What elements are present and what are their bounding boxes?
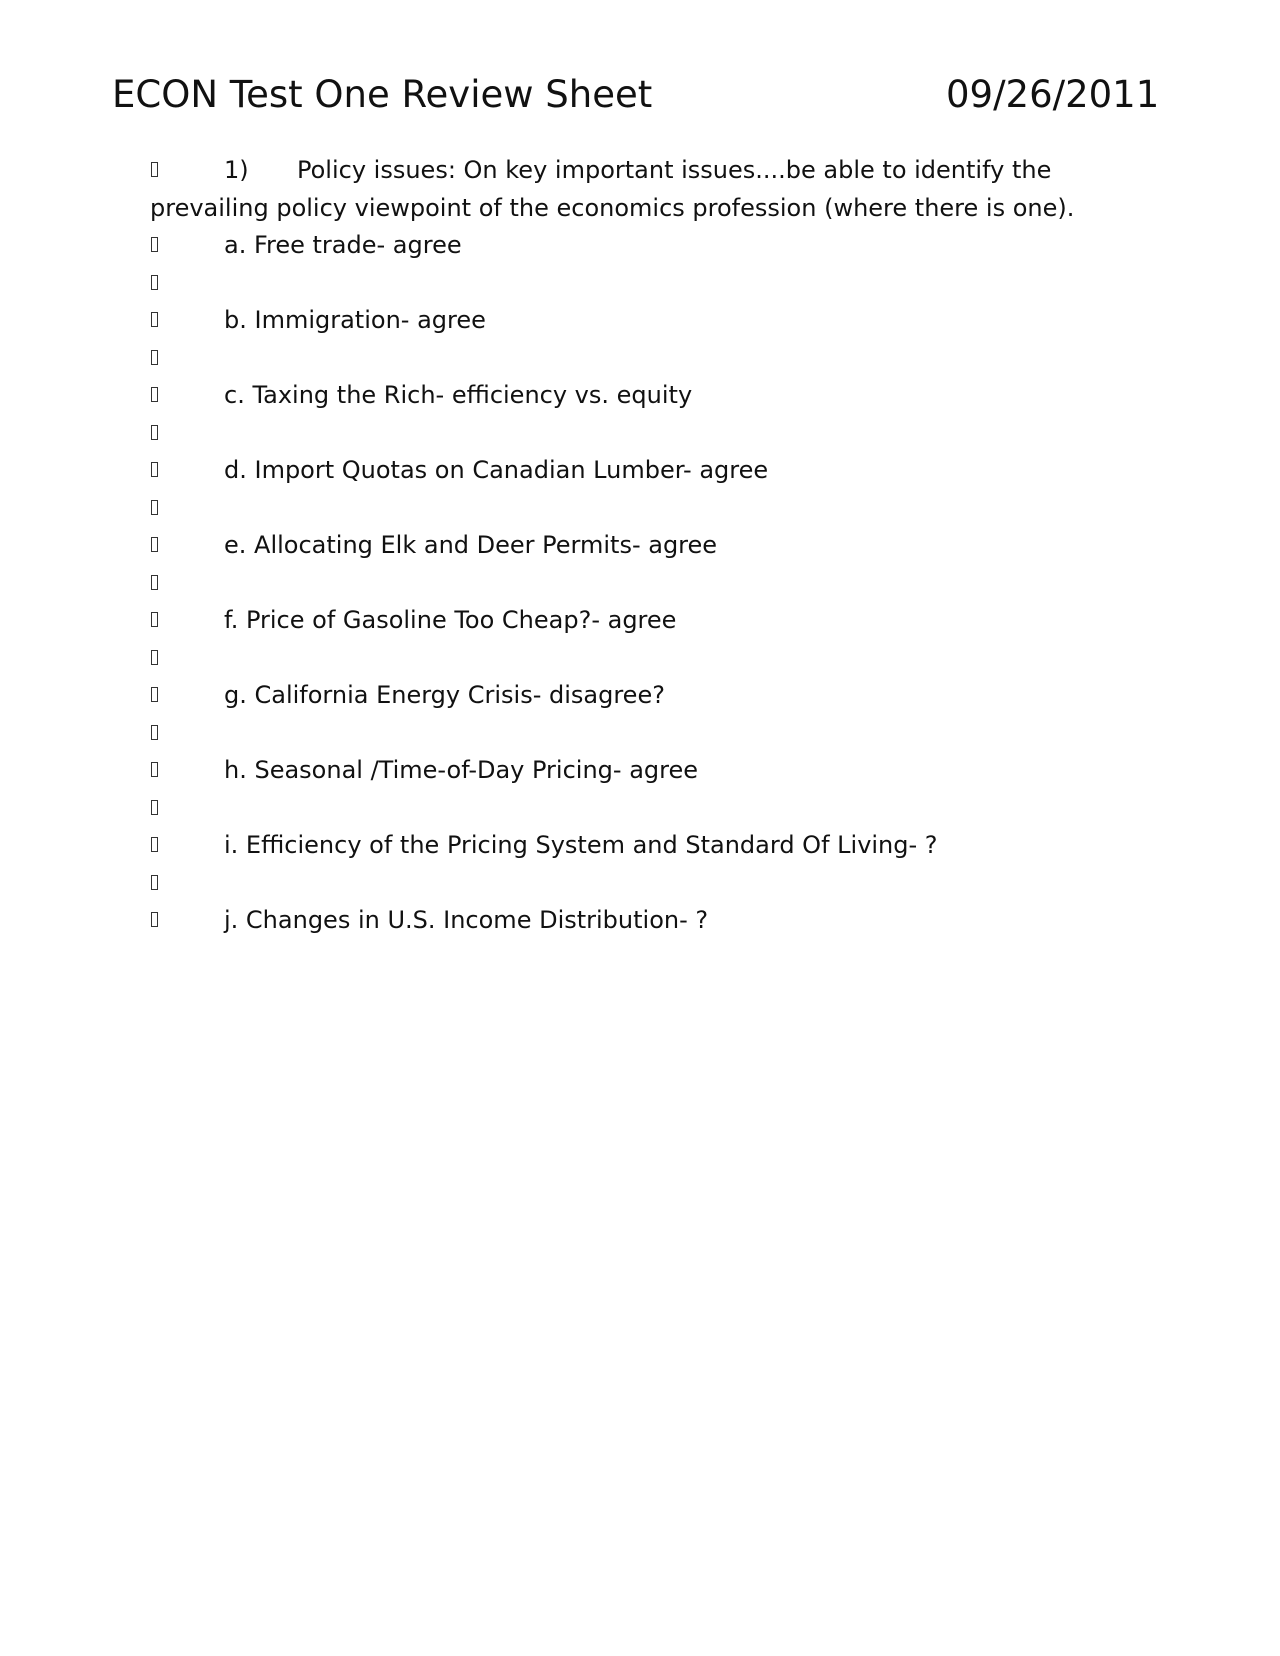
document-date: 09/26/2011 — [946, 73, 1160, 116]
missing-glyph-icon — [151, 875, 158, 890]
missing-glyph-icon — [151, 312, 158, 327]
item-text: e. Allocating Elk and Deer Permits- agree — [224, 531, 718, 559]
missing-glyph-icon — [151, 500, 158, 515]
list-item — [0, 827, 1280, 865]
blank-row — [0, 340, 1280, 378]
missing-glyph-icon — [151, 387, 158, 402]
missing-glyph-icon — [151, 612, 158, 627]
missing-glyph-icon — [151, 725, 158, 740]
question-text-line2: prevailing policy viewpoint of the economics profession (where there is one). — [150, 193, 1075, 222]
item-text: b. Immigration- agree — [224, 306, 486, 334]
list-item — [0, 602, 1280, 640]
blank-row — [0, 715, 1280, 753]
list-item — [0, 377, 1280, 415]
item-text: a. Free trade- agree — [224, 231, 462, 259]
list-item — [0, 902, 1280, 940]
missing-glyph-icon — [151, 275, 158, 290]
list-item — [0, 302, 1280, 340]
item-text: c. Taxing the Rich- efficiency vs. equity — [224, 381, 693, 409]
missing-glyph-icon — [151, 462, 158, 477]
missing-glyph-icon — [151, 537, 158, 552]
missing-glyph-icon — [151, 350, 158, 365]
list-item — [0, 752, 1280, 790]
missing-glyph-icon — [151, 912, 158, 927]
missing-glyph-icon — [151, 425, 158, 440]
item-text: d. Import Quotas on Canadian Lumber- agree — [224, 456, 769, 484]
list-item — [0, 227, 1280, 265]
missing-glyph-icon — [151, 837, 158, 852]
list-item — [0, 527, 1280, 565]
item-text: f. Price of Gasoline Too Cheap?- agree — [224, 606, 677, 634]
blank-row — [0, 265, 1280, 303]
question-continuation-row — [0, 190, 1280, 228]
item-text: g. California Energy Crisis- disagree? — [224, 681, 665, 709]
document-title: ECON Test One Review Sheet — [112, 73, 653, 116]
missing-glyph-icon — [151, 237, 158, 252]
item-text: i. Efficiency of the Pricing System and Standard Of Living- ? — [224, 831, 938, 859]
blank-row — [0, 865, 1280, 903]
review-list — [0, 152, 1280, 940]
list-item — [0, 452, 1280, 490]
question-row — [0, 152, 1280, 190]
item-text: h. Seasonal /Time-of-Day Pricing- agree — [224, 756, 698, 784]
missing-glyph-icon — [151, 762, 158, 777]
missing-glyph-icon — [151, 800, 158, 815]
list-item — [0, 677, 1280, 715]
blank-row — [0, 565, 1280, 603]
item-text: j. Changes in U.S. Income Distribution- ? — [224, 906, 709, 934]
blank-row — [0, 415, 1280, 453]
missing-glyph-icon — [151, 575, 158, 590]
missing-glyph-icon — [151, 687, 158, 702]
missing-glyph-icon — [151, 650, 158, 665]
missing-glyph-icon — [151, 162, 158, 177]
blank-row — [0, 490, 1280, 528]
blank-row — [0, 790, 1280, 828]
question-number: 1) — [224, 156, 249, 184]
question-text-line1: Policy issues: On key important issues....be able to identify the — [297, 156, 1052, 184]
blank-row — [0, 640, 1280, 678]
